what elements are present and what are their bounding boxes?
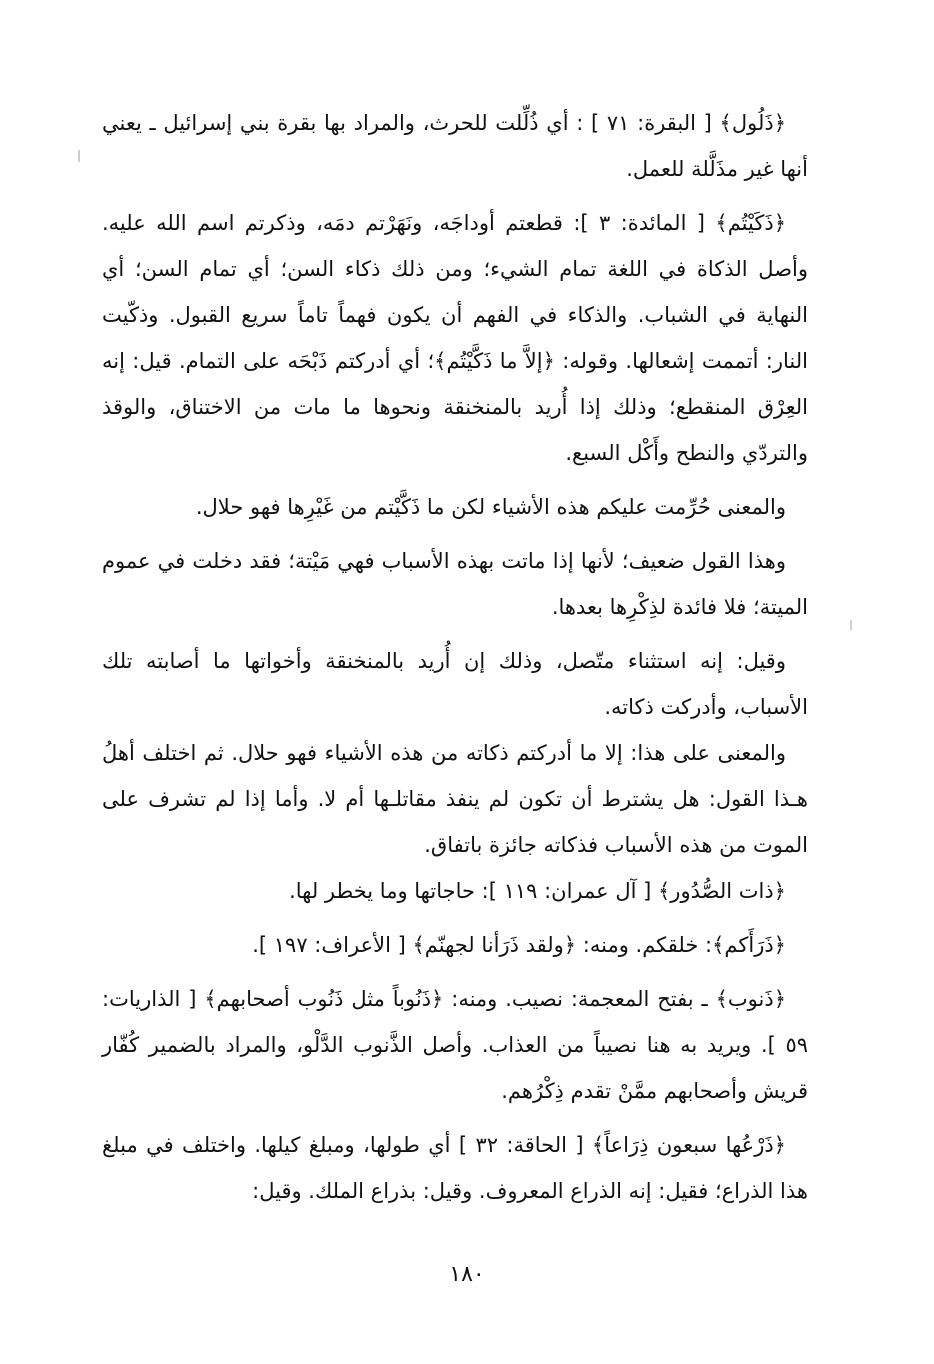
- page-number: ١٨٠: [449, 1262, 485, 1287]
- paragraph-dhanub: ﴿ذَنوب﴾ ـ بفتح المعجمة: نصيب. ومنه: ﴿ذَنُوباً مثل ذَنُوب أصحابهم﴾ [ الذاريات: ٥٩ ]. ويريد به هنا نصيباً من العذاب. وأصل الذَّنوب الدَّلْو، والمراد بالضمير كُفّار قريش وأصحابهم ممَّنْ تقدم ذِكْرُهم.: [102, 987, 808, 1103]
- margin-mark-left: [78, 150, 80, 162]
- paragraph-dhakkaytum: ﴿ذَكَيْتُم﴾ [ المائدة: ٣ ]: قطعتم أوداجَه، ونَهَرْتم دمَه، وذكرتم اسم الله عليه. وأصل الذكاة في اللغة تمام الشيء؛ ومن ذلك ذكاء السن؛ أي تمام السن؛ أي النهاية في الشباب. والذكاء في الفهم أن يكون فهماً تاماً سريع القبول. وذكّيت النار: أتممت إشعالها. وقوله: ﴿إلاَّ ما ذَكَّيْتُم﴾؛ أي أدركتم ذَبْحَه على التمام. قيل: إنه العِرْق المنقطع؛ وذلك إذا أُريد بالمنخنقة ونحوها ما مات من الاختناق، والوقذ والتردّي والنطح وأَكْل السبع.: [102, 211, 808, 465]
- paragraph-weak-opinion: وهذا القول ضعيف؛ لأنها إذا ماتت بهذه الأسباب فهي مَيْتة؛ فقد دخلت في عموم الميتة؛ فلا فائدة لذِكْرِها بعدها.: [102, 549, 808, 619]
- paragraph-connected-exception: وقيل: إنه استثناء متّصل، وذلك إن أُريد بالمنخنقة وأخواتها ما أصابته تلك الأسباب، وأدركت ذكاته.: [102, 649, 808, 719]
- paragraph-dhara-akum: ﴿ذَرَأَكم﴾: خلقكم. ومنه: ﴿ولقد ذَرَأنا لجهنّم﴾ [ الأعراف: ١٩٧ ].: [252, 933, 786, 957]
- margin-mark-right: [850, 620, 852, 630]
- paragraph-dhar-uha: ﴿ذَرْعُها سبعون ذِرَاعاً﴾ [ الحاقة: ٣٢ ] أي طولها، ومبلغ كيلها. واختلف في مبلغ هذا الذراع؛ فقيل: إنه الذراع المعروف. وقيل: بذراع الملك. وقيل:: [102, 1133, 808, 1203]
- main-text: [102, 100, 808, 1214]
- paragraph-dhat-assudur: ﴿ذات الصُّدُور﴾ [ آل عمران: ١١٩ ]: حاجاتها وما يخطر لها.: [289, 879, 786, 903]
- paragraph-dhalul: ﴿ذَلُول﴾ [ البقرة: ٧١ ] : أي ذُلِّلت للحرث، والمراد بها بقرة بني إسرائيل ـ يعني أنها غير مذَلَّلة للعمل.: [102, 111, 808, 181]
- paragraph-meaning: والمعنى حُرِّمت عليكم هذه الأشياء لكن ما ذَكَّيْتم من غَيْرِها فهو حلال.: [195, 495, 786, 519]
- paragraph-meaning-2: والمعنى على هذا: إلا ما أدركتم ذكاته من هذه الأشياء فهو حلال. ثم اختلف أهلُ هـذا القول: هل يشترط أن تكون لم ينفذ مقاتلـها أم لا. وأما إذا لم تشرف على الموت من هذه الأسباب فذكاته جائزة باتفاق.: [102, 741, 808, 857]
